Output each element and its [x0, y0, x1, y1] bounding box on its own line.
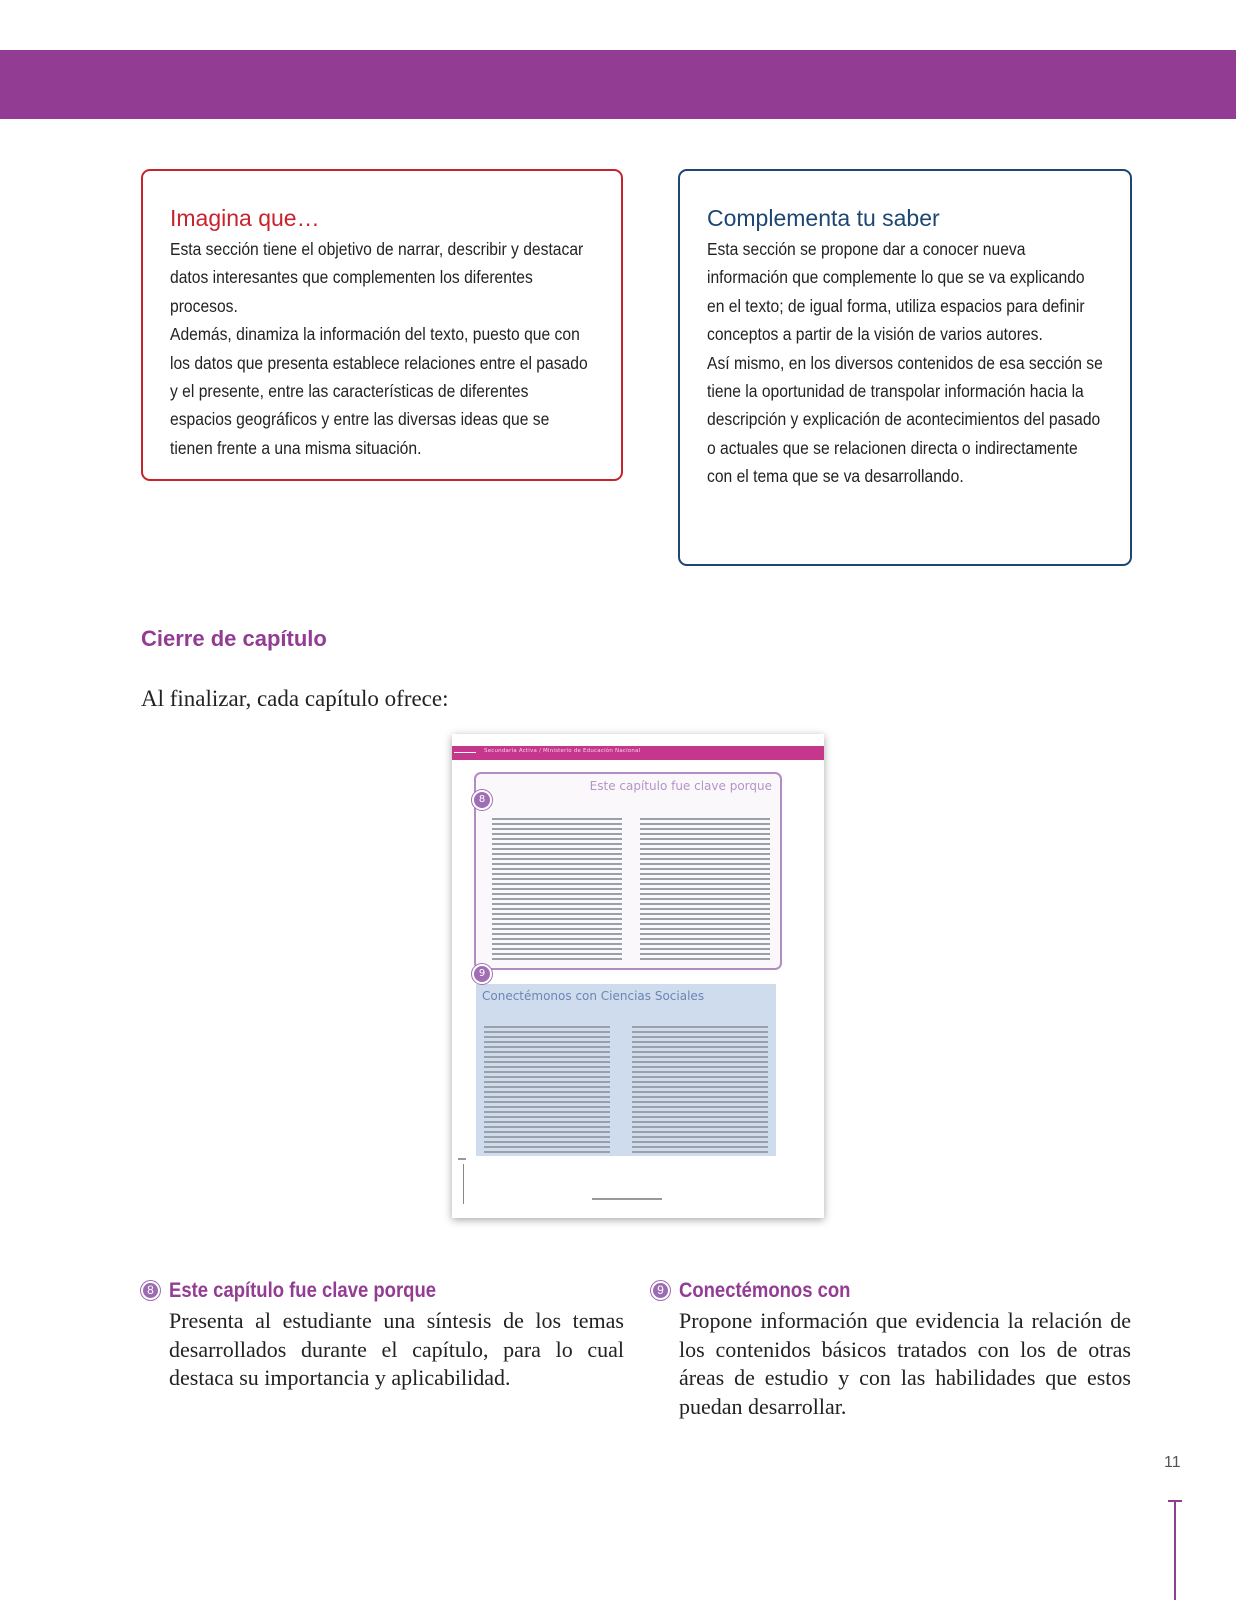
thumbnail-text-line	[492, 938, 622, 940]
thumbnail-footer-line	[592, 1198, 662, 1200]
thumbnail-text-line	[484, 1031, 610, 1033]
item-clave-title: Este capítulo fue clave porque	[169, 1279, 437, 1302]
thumbnail-text-line	[640, 823, 770, 825]
thumbnail-text-line	[492, 818, 622, 820]
thumbnail-text-line	[640, 943, 770, 945]
thumbnail-text-line	[640, 863, 770, 865]
thumbnail-text-line	[484, 1071, 610, 1073]
thumbnail-header-text: Secundaria Activa / Ministerio de Educación Nacional	[484, 748, 641, 754]
thumbnail-text-line	[492, 943, 622, 945]
thumbnail-text-line	[640, 928, 770, 930]
thumbnail-text-line	[632, 1086, 768, 1088]
thumbnail-text-line	[492, 878, 622, 880]
thumbnail-text-line	[484, 1066, 610, 1068]
thumbnail-text-line	[640, 908, 770, 910]
thumbnail-text-line	[632, 1131, 768, 1133]
thumbnail-text-line	[484, 1136, 610, 1138]
thumbnail-text-line	[640, 858, 770, 860]
thumbnail-text-line	[640, 953, 770, 955]
item-clave-text: Presenta al estudiante una síntesis de los temas desarrollados durante el capítulo, para lo cual destaca su importancia y aplicabilidad.	[169, 1308, 624, 1390]
thumbnail-text-line	[632, 1026, 768, 1028]
thumbnail-text-line	[492, 868, 622, 870]
thumbnail-text-line	[492, 843, 622, 845]
thumbnail-text-line	[640, 848, 770, 850]
thumbnail-text-line	[484, 1026, 610, 1028]
thumbnail-clave-box	[474, 772, 782, 970]
thumbnail-text-line	[632, 1101, 768, 1103]
thumbnail-clave-title: Este capítulo fue clave porque	[589, 779, 772, 793]
thumbnail-text-line	[484, 1061, 610, 1063]
thumbnail-text-line	[640, 948, 770, 950]
thumbnail-text-line	[640, 868, 770, 870]
thumbnail-text-line	[484, 1131, 610, 1133]
number-8-badge: 8	[141, 1281, 160, 1300]
thumbnail-text-line	[640, 828, 770, 830]
thumbnail-text-line	[492, 853, 622, 855]
thumbnail-text-line	[632, 1076, 768, 1078]
thumbnail-text-line	[492, 918, 622, 920]
thumbnail-text-line	[640, 893, 770, 895]
thumbnail-text-line	[632, 1046, 768, 1048]
intro-text: Al finalizar, cada capítulo ofrece:	[141, 686, 449, 711]
thumbnail-text-line	[492, 858, 622, 860]
thumbnail-text-line	[492, 873, 622, 875]
thumbnail-text-line	[640, 913, 770, 915]
thumbnail-text-line	[632, 1111, 768, 1113]
chapter-page-thumbnail	[452, 734, 824, 1218]
thumbnail-header-band	[452, 746, 824, 760]
item-conectemonos-title: Conectémonos con	[679, 1279, 851, 1302]
thumbnail-text-line	[484, 1056, 610, 1058]
imagina-que-body	[170, 235, 593, 462]
thumbnail-text-line	[492, 863, 622, 865]
imagina-que-paragraph-2: Además, dinamiza la información del texto, puesto que con los datos que presenta establece relaciones entre el pasado y el presente, entre las características de diferentes espacios geográficos y entre las diversas ideas que se tienen frente a una misma situación.	[170, 324, 588, 458]
complementa-tu-saber-box	[678, 169, 1132, 566]
thumbnail-text-line	[632, 1031, 768, 1033]
thumbnail-text-line	[632, 1056, 768, 1058]
thumbnail-text-line	[632, 1066, 768, 1068]
thumbnail-text-line	[484, 1116, 610, 1118]
thumbnail-text-line	[484, 1081, 610, 1083]
thumbnail-text-line	[632, 1106, 768, 1108]
thumbnail-text-line	[492, 893, 622, 895]
thumbnail-text-line	[640, 958, 770, 960]
number-9-badge: 9	[651, 1281, 670, 1300]
thumbnail-page-number	[458, 1158, 466, 1160]
thumbnail-text-line	[484, 1106, 610, 1108]
thumbnail-text-line	[632, 1081, 768, 1083]
thumbnail-text-line	[492, 838, 622, 840]
thumbnail-text-line	[640, 843, 770, 845]
thumbnail-text-line	[640, 888, 770, 890]
thumbnail-text-line	[632, 1116, 768, 1118]
thumbnail-text-line	[484, 1141, 610, 1143]
thumbnail-text-line	[632, 1151, 768, 1153]
thumbnail-text-line	[632, 1136, 768, 1138]
complementa-tu-saber-body	[707, 235, 1103, 491]
thumbnail-text-line	[484, 1096, 610, 1098]
item-conectemonos-text: Propone información que evidencia la relación de los contenidos básicos tratados con los de otras áreas de estudio y con las habilidades que estos puedan desarrollar.	[679, 1308, 1131, 1419]
thumbnail-margin-line	[463, 1164, 464, 1204]
thumbnail-text-line	[484, 1086, 610, 1088]
thumbnail-text-line	[492, 958, 622, 960]
thumbnail-text-line	[484, 1151, 610, 1153]
thumbnail-text-line	[492, 908, 622, 910]
thumbnail-text-line	[632, 1091, 768, 1093]
thumbnail-text-line	[492, 828, 622, 830]
thumbnail-text-line	[492, 823, 622, 825]
thumbnail-text-line	[492, 948, 622, 950]
thumbnail-text-line	[492, 928, 622, 930]
thumbnail-text-line	[484, 1036, 610, 1038]
thumbnail-text-line	[492, 953, 622, 955]
thumbnail-text-line	[632, 1096, 768, 1098]
thumbnail-number-8-badge: 8	[472, 790, 492, 810]
thumbnail-text-line	[484, 1041, 610, 1043]
complementa-tu-saber-title: Complementa tu saber	[707, 205, 940, 231]
complementa-paragraph-1: Esta sección se propone dar a conocer nueva información que complemente lo que se va explicando en el texto; de igual forma, utiliza espacios para definir conceptos a partir de la visión de varios autores.	[707, 239, 1085, 345]
section-title: Cierre de capítulo	[141, 626, 327, 651]
thumbnail-text-line	[492, 883, 622, 885]
thumbnail-text-line	[492, 923, 622, 925]
complementa-paragraph-2: Así mismo, en los diversos contenidos de esa sección se tiene la oportunidad de transpolar información hacia la descripción y explicación de acontecimientos del pasado o actuales que se relacionen directa o indirectamente con el tema que se va desarrollando.	[707, 352, 1103, 487]
thumbnail-text-line	[632, 1146, 768, 1148]
thumbnail-text-line	[640, 853, 770, 855]
thumbnail-text-line	[632, 1036, 768, 1038]
thumbnail-text-line	[640, 878, 770, 880]
thumbnail-text-line	[632, 1061, 768, 1063]
thumbnail-text-line	[492, 833, 622, 835]
thumbnail-text-line	[492, 888, 622, 890]
thumbnail-text-line	[484, 1121, 610, 1123]
thumbnail-text-line	[484, 1126, 610, 1128]
thumbnail-text-line	[632, 1041, 768, 1043]
thumbnail-text-line	[640, 873, 770, 875]
thumbnail-number-9-badge: 9	[472, 964, 492, 984]
thumbnail-text-line	[640, 883, 770, 885]
thumbnail-text-line	[640, 838, 770, 840]
thumbnail-text-line	[632, 1121, 768, 1123]
thumbnail-text-line	[492, 898, 622, 900]
thumbnail-text-line	[492, 903, 622, 905]
thumbnail-text-line	[640, 923, 770, 925]
page-number: 11	[1164, 1454, 1181, 1471]
thumbnail-text-line	[640, 818, 770, 820]
thumbnail-text-line	[640, 918, 770, 920]
imagina-que-title: Imagina que…	[170, 205, 320, 231]
thumbnail-text-line	[492, 913, 622, 915]
thumbnail-text-line	[484, 1146, 610, 1148]
thumbnail-text-line	[492, 848, 622, 850]
thumbnail-text-line	[484, 1091, 610, 1093]
thumbnail-conectemonos-title: Conectémonos con Ciencias Sociales	[482, 989, 705, 1003]
thumbnail-text-line	[632, 1141, 768, 1143]
thumbnail-text-line	[640, 833, 770, 835]
imagina-que-paragraph-1: Esta sección tiene el objetivo de narrar, describir y destacar datos interesantes que complementen los diferentes procesos.	[170, 239, 584, 316]
thumbnail-text-line	[640, 898, 770, 900]
thumbnail-text-line	[632, 1126, 768, 1128]
thumbnail-text-line	[484, 1076, 610, 1078]
thumbnail-text-line	[640, 903, 770, 905]
imagina-que-box	[141, 169, 623, 481]
margin-rule	[1174, 1500, 1176, 1600]
header-color-band	[0, 50, 1236, 119]
thumbnail-text-line	[484, 1101, 610, 1103]
thumbnail-text-line	[484, 1111, 610, 1113]
thumbnail-text-line	[484, 1046, 610, 1048]
thumbnail-text-line	[632, 1051, 768, 1053]
thumbnail-text-line	[640, 938, 770, 940]
thumbnail-text-line	[484, 1051, 610, 1053]
thumbnail-text-line	[492, 933, 622, 935]
thumbnail-text-line	[640, 933, 770, 935]
thumbnail-text-line	[632, 1071, 768, 1073]
